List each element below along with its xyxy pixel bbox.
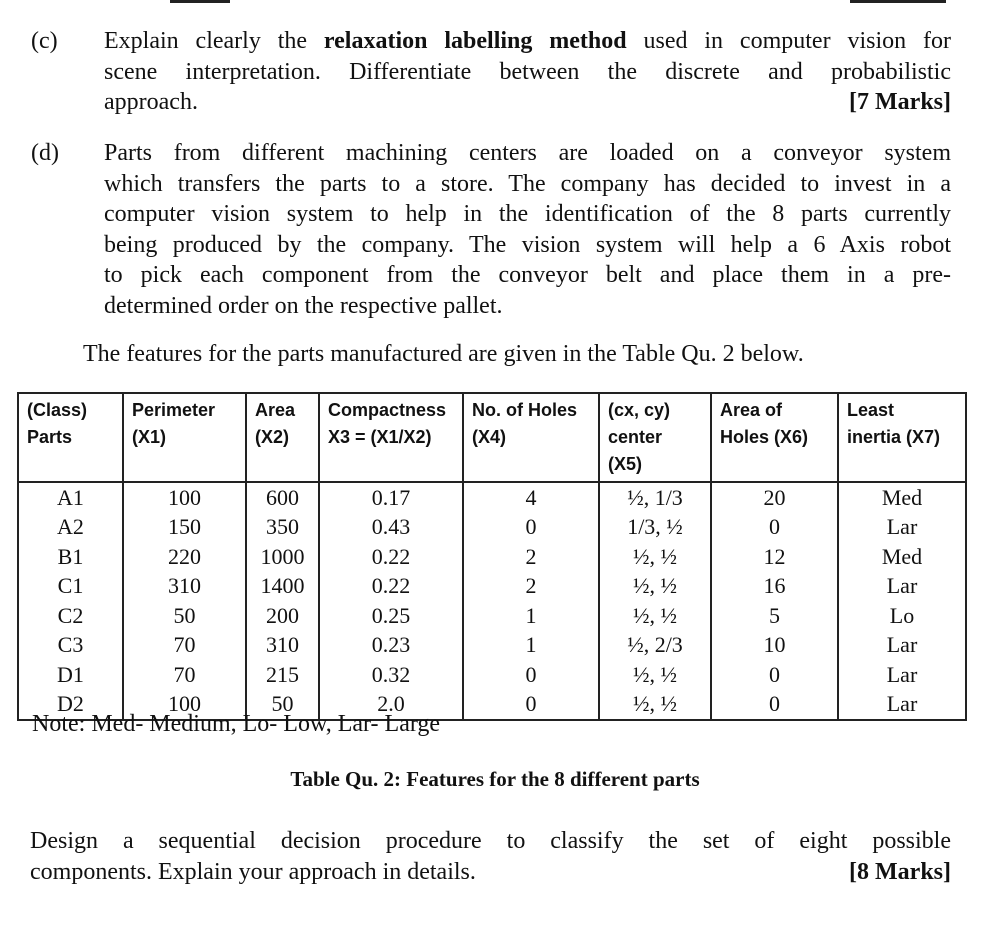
- cell-holes-area: 0: [711, 513, 838, 543]
- header-compactness: Compactness X3 = (X1/X2): [319, 393, 463, 482]
- design-question-text: [30, 826, 951, 887]
- cell-compactness: 0.22: [319, 542, 463, 572]
- question-c-line-2: scene interpretation. Differentiate between the discrete and probabilistic: [104, 58, 951, 85]
- question-c-text: [104, 26, 951, 118]
- question-d-line-4: being produced by the company. The vision system will help a 6 Axis robot: [104, 231, 951, 258]
- cell-center: ½, ½: [599, 690, 711, 721]
- design-question-line-2: components. Explain your approach in details. [8 Marks]: [30, 857, 951, 888]
- question-c-marks: [7 Marks]: [849, 89, 951, 115]
- table-row: [18, 542, 966, 572]
- cell-area: 215: [246, 660, 319, 690]
- cell-center: ½, ½: [599, 601, 711, 631]
- cell-compactness: 0.32: [319, 660, 463, 690]
- cell-holes-area: 20: [711, 482, 838, 513]
- header-least-inertia: Least inertia (X7): [838, 393, 966, 482]
- header-class-parts: (Class) Parts: [18, 393, 123, 482]
- features-table: [17, 392, 967, 721]
- table-note: Note: Med- Medium, Lo- Low, Lar- Large: [32, 711, 441, 737]
- cell-compactness: 0.23: [319, 631, 463, 661]
- header-no-of-holes: No. of Holes (X4): [463, 393, 599, 482]
- question-d-text: [104, 138, 951, 321]
- cell-holes: 2: [463, 542, 599, 572]
- header-center: (cx, cy) center (X5): [599, 393, 711, 482]
- cell-inertia: Med: [838, 542, 966, 572]
- cell-compactness: 2.0: [319, 690, 463, 721]
- cell-holes: 0: [463, 660, 599, 690]
- header-area-of-holes: Area of Holes (X6): [711, 393, 838, 482]
- design-question-line-1: Design a sequential decision procedure to classify the set of eight possible: [30, 828, 951, 854]
- cell-inertia: Lar: [838, 631, 966, 661]
- cell-holes-area: 0: [711, 660, 838, 690]
- cell-perimeter: 70: [123, 631, 246, 661]
- question-d-label: (d): [31, 140, 59, 166]
- question-d-line-5: to pick each component from the conveyor belt and place them in a pre-: [104, 262, 951, 288]
- question-d-line-1: Parts from different machining centers are loaded on a conveyor system: [104, 140, 951, 166]
- cell-holes-area: 16: [711, 572, 838, 602]
- cell-perimeter: 220: [123, 542, 246, 572]
- cell-perimeter: 100: [123, 482, 246, 513]
- cell-inertia: Lo: [838, 601, 966, 631]
- cell-center: ½, ½: [599, 572, 711, 602]
- cell-perimeter: 150: [123, 513, 246, 543]
- cell-center: ½, ½: [599, 542, 711, 572]
- question-d-line-2: which transfers the parts to a store. The company has decided to invest in a: [104, 170, 951, 197]
- cell-area: 350: [246, 513, 319, 543]
- table-row: [18, 601, 966, 631]
- cell-holes-area: 0: [711, 690, 838, 721]
- cell-class: C2: [18, 601, 123, 631]
- cell-inertia: Lar: [838, 513, 966, 543]
- cell-area: 50: [246, 690, 319, 721]
- cell-inertia: Lar: [838, 572, 966, 602]
- cell-compactness: 0.22: [319, 572, 463, 602]
- features-intro: The features for the parts manufactured are given in the Table Qu. 2 below.: [83, 341, 804, 367]
- table-row: [18, 631, 966, 661]
- header-perimeter: Perimeter (X1): [123, 393, 246, 482]
- cell-area: 1000: [246, 542, 319, 572]
- cell-center: ½, ½: [599, 660, 711, 690]
- table-row: [18, 660, 966, 690]
- cell-area: 310: [246, 631, 319, 661]
- cell-holes: 1: [463, 631, 599, 661]
- cell-class: A2: [18, 513, 123, 543]
- cell-center: ½, 2/3: [599, 631, 711, 661]
- cell-compactness: 0.25: [319, 601, 463, 631]
- cell-class: D1: [18, 660, 123, 690]
- cell-holes: 0: [463, 690, 599, 721]
- question-c-line-1: Explain clearly the relaxation labelling method used in computer vision for: [104, 28, 951, 54]
- cell-compactness: 0.17: [319, 482, 463, 513]
- cell-area: 600: [246, 482, 319, 513]
- cell-holes-area: 5: [711, 601, 838, 631]
- cell-perimeter: 50: [123, 601, 246, 631]
- header-area: Area (X2): [246, 393, 319, 482]
- cell-holes: 2: [463, 572, 599, 602]
- cell-class: C3: [18, 631, 123, 661]
- question-c-line-3: approach. [7 Marks]: [104, 87, 951, 118]
- cell-area: 1400: [246, 572, 319, 602]
- cell-inertia: Med: [838, 482, 966, 513]
- question-c-label: (c): [31, 28, 58, 54]
- cell-holes-area: 10: [711, 631, 838, 661]
- cell-center: 1/3, ½: [599, 513, 711, 543]
- cell-holes-area: 12: [711, 542, 838, 572]
- question-d-line-3: computer vision system to help in the identification of the 8 parts currently: [104, 201, 951, 227]
- top-page-rule: [0, 0, 990, 4]
- cell-inertia: Lar: [838, 690, 966, 721]
- cell-holes: 0: [463, 513, 599, 543]
- table-caption: Table Qu. 2: Features for the 8 different parts: [290, 767, 700, 791]
- cell-compactness: 0.43: [319, 513, 463, 543]
- cell-center: ½, 1/3: [599, 482, 711, 513]
- design-question-marks: [8 Marks]: [849, 858, 951, 885]
- cell-holes: 1: [463, 601, 599, 631]
- cell-inertia: Lar: [838, 660, 966, 690]
- cell-perimeter: 100: [123, 690, 246, 721]
- table-row: [18, 482, 966, 513]
- cell-class: A1: [18, 482, 123, 513]
- cell-perimeter: 310: [123, 572, 246, 602]
- relaxation-labelling-term: relaxation labelling method: [323, 28, 627, 54]
- cell-perimeter: 70: [123, 660, 246, 690]
- table-header-row: [18, 393, 966, 482]
- cell-area: 200: [246, 601, 319, 631]
- table-row: [18, 513, 966, 543]
- cell-class: C1: [18, 572, 123, 602]
- cell-class: B1: [18, 542, 123, 572]
- question-d-line-6: determined order on the respective pallet.: [104, 292, 503, 319]
- cell-class: D2: [18, 690, 123, 721]
- table-row: [18, 572, 966, 602]
- cell-holes: 4: [463, 482, 599, 513]
